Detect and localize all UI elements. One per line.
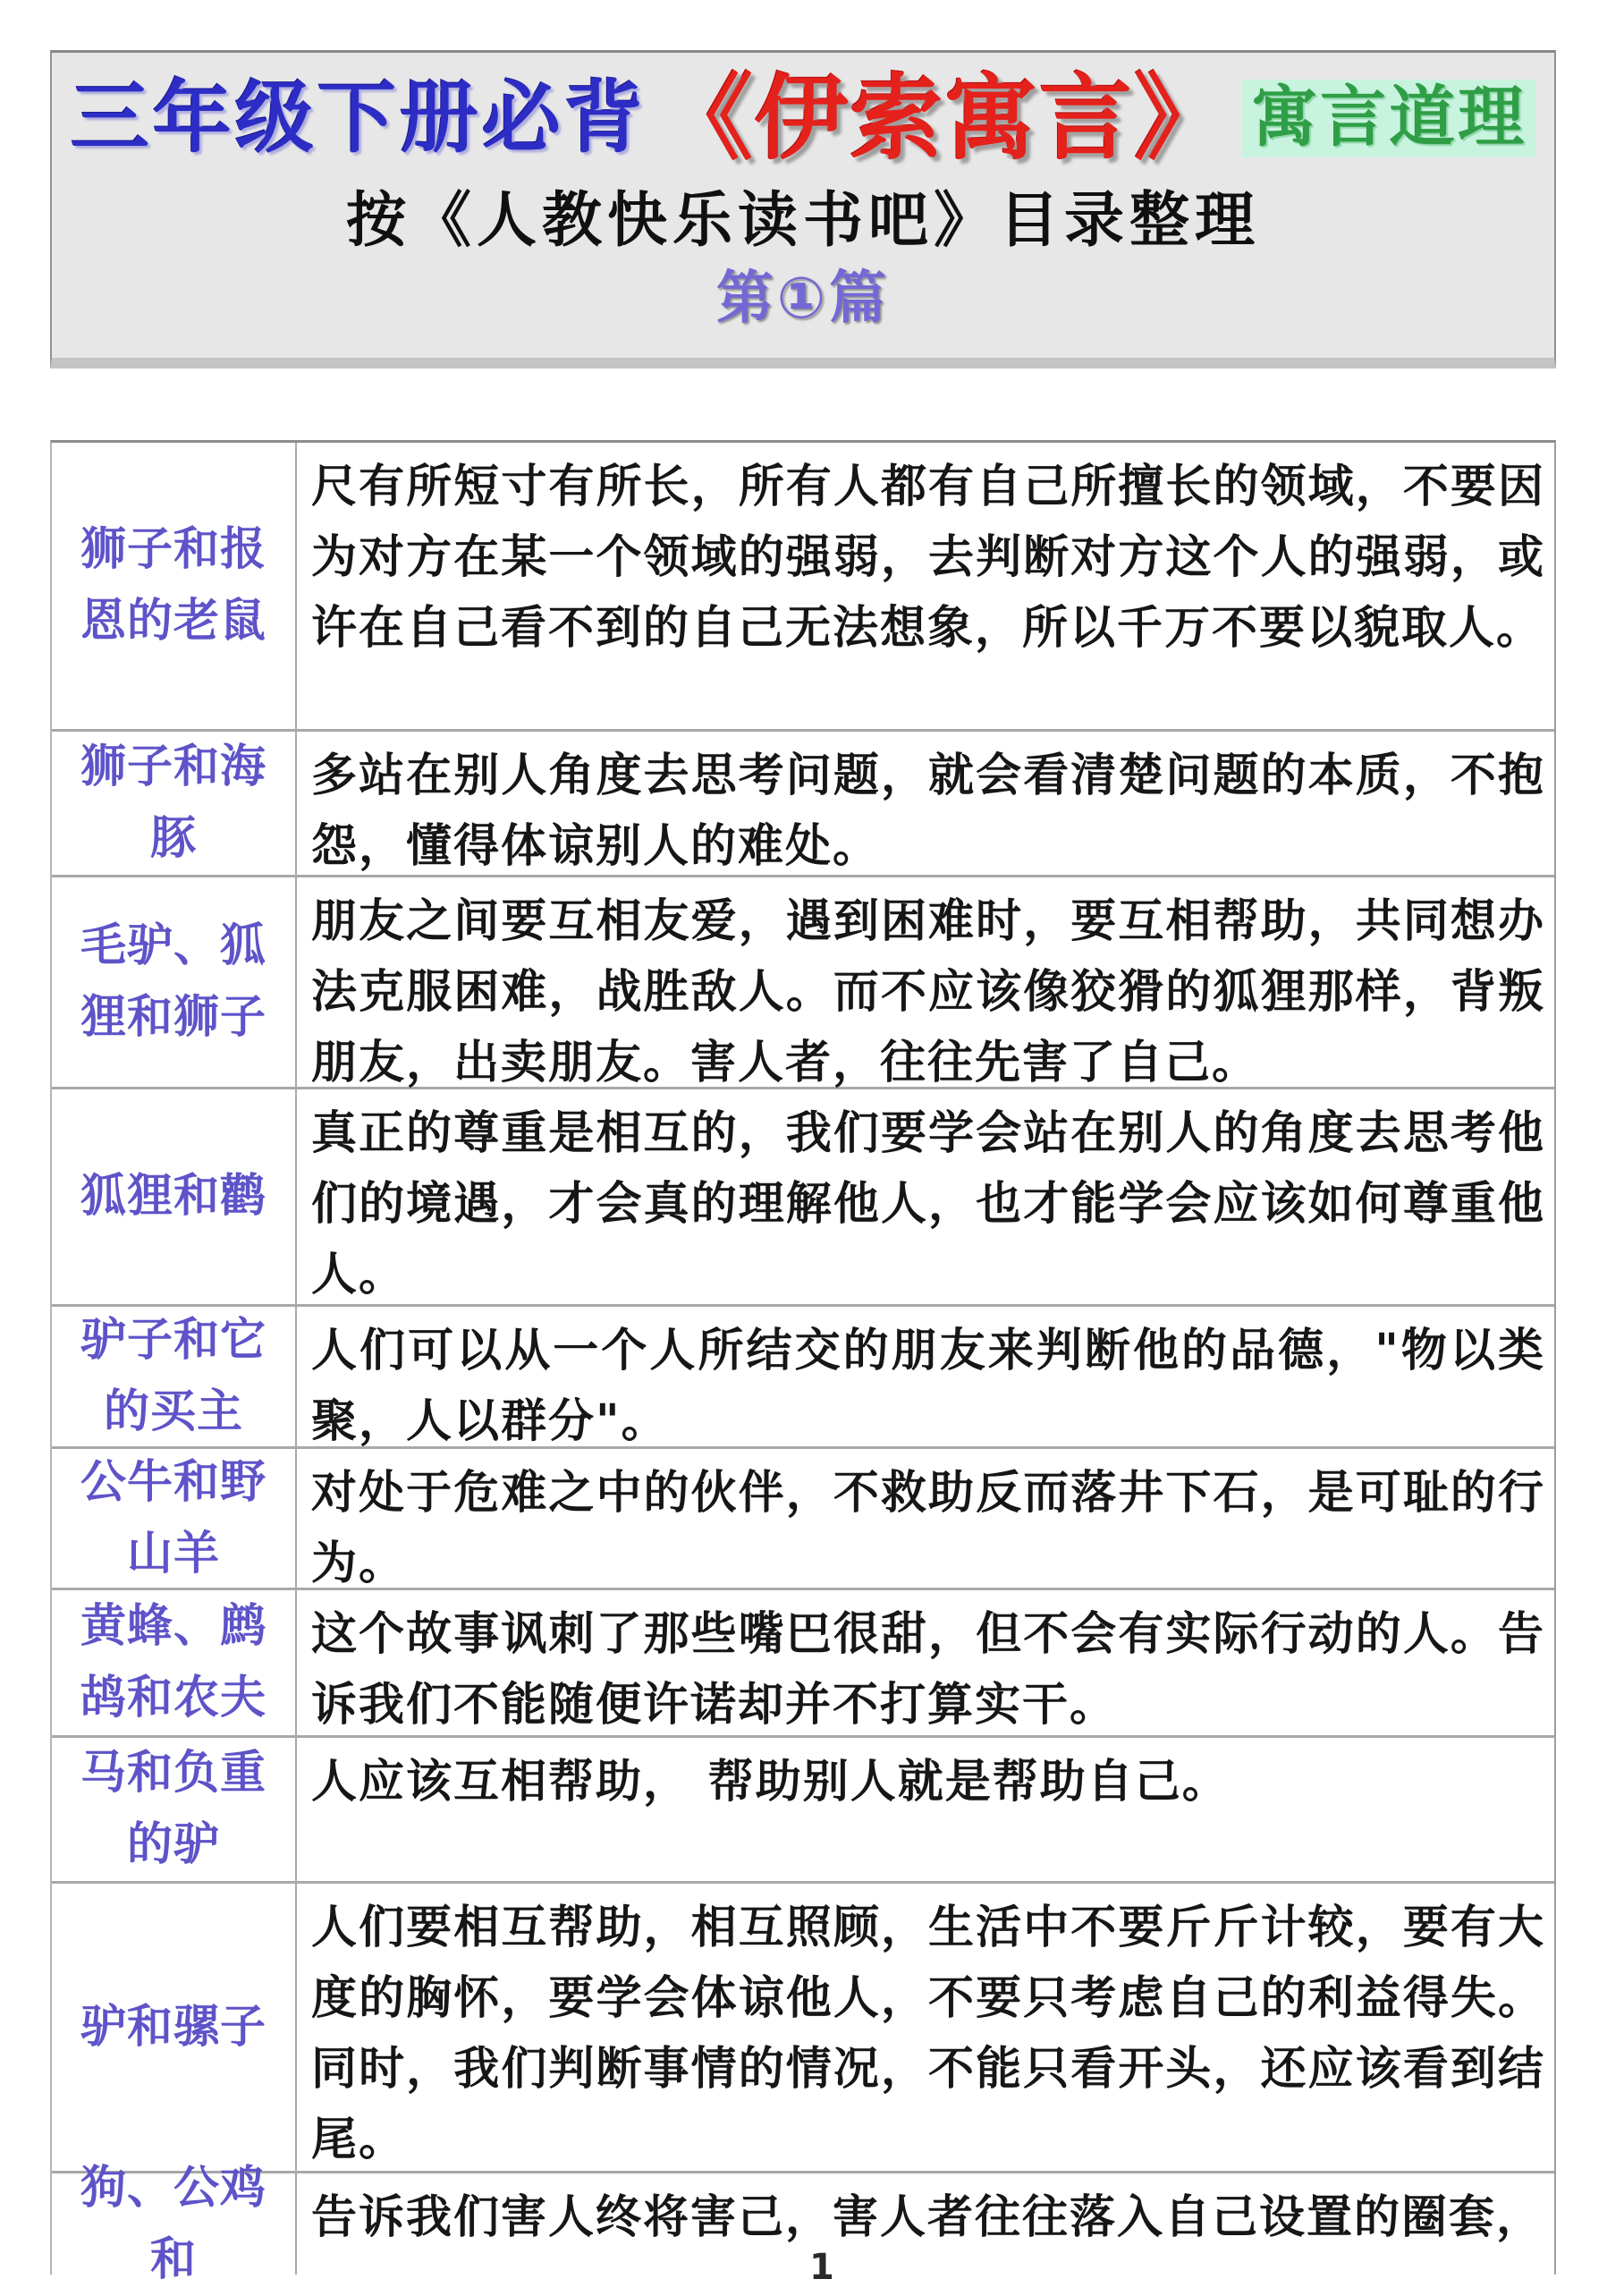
moral-cell — [297, 1738, 1554, 1881]
fable-name: 黄蜂、鹧鸪和农夫 — [80, 1600, 266, 1724]
part-label: 第①篇 — [715, 266, 891, 333]
title-topic-text: 寓言道理 — [1242, 80, 1535, 157]
fable-name: 狮子和报恩的老鼠 — [80, 523, 266, 648]
moral-text: 真正的尊重是相互的，我们要学会站在别人的角度去思考他们的境遇，才会真的理解他人，也才能学会应该如何尊重他人。 — [311, 1107, 1545, 1301]
fable-name-cell — [52, 2161, 297, 2286]
fable-name-cell — [52, 1449, 297, 1588]
fable-name: 驴和骡子 — [80, 2000, 266, 2054]
moral-cell — [297, 732, 1554, 875]
title-book-text: 《伊索寓言》 — [660, 64, 1230, 173]
moral-cell — [297, 1884, 1554, 2171]
table-row — [52, 1307, 1554, 1449]
moral-text: 人应该互相帮助， 帮助别人就是帮助自己。 — [311, 1756, 1230, 1809]
moral-text: 朋友之间要互相友爱，遇到困难时，要互相帮助，共同想办法克服困难，战胜敌人。而不应该像狡猾的狐狸那样，背叛朋友，出卖朋友。害人者，往往先害了自己。 — [311, 895, 1545, 1089]
title-grade-text: 三年级下册必背 — [70, 71, 647, 164]
moral-text: 对处于危难之中的伙伴，不救助反而落井下石，是可耻的行为。 — [311, 1467, 1545, 1590]
table-row — [52, 2161, 1554, 2286]
table-row — [52, 1590, 1554, 1738]
table-row — [52, 877, 1554, 1089]
moral-cell — [297, 2173, 1554, 2275]
moral-cell — [297, 1449, 1554, 1588]
table-row — [52, 1449, 1554, 1590]
fable-name: 驴子和它的买主 — [80, 1314, 266, 1438]
fable-name-cell — [52, 1089, 297, 1304]
fable-name: 狐狸和鹳 — [80, 1170, 266, 1223]
moral-text: 尺有所短寸有所长，所有人都有自己所擅长的领域，不要因为对方在某一个领域的强弱，去判断对方这个人的强弱，或许在自己看不到的自己无法想象，所以千万不要以貌取人。 — [311, 461, 1545, 655]
table-row — [52, 1089, 1554, 1307]
moral-cell — [297, 877, 1554, 1087]
moral-text: 多站在别人角度去思考问题，就会看清楚问题的本质，不抱怨，懂得体谅别人的难处。 — [311, 750, 1545, 873]
fable-name: 公牛和野山羊 — [80, 1455, 266, 1580]
main-title — [52, 64, 1554, 173]
subtitle: 按《人教快乐读书吧》目录整理 — [346, 185, 1260, 256]
fable-name-cell — [52, 443, 297, 729]
moral-cell — [297, 1307, 1554, 1446]
header-box — [50, 50, 1556, 369]
fables-table — [50, 440, 1556, 2286]
fable-name: 马和负重的驴 — [80, 1747, 266, 1871]
table-row — [52, 443, 1554, 732]
fable-name: 毛驴、狐狸和狮子 — [80, 919, 266, 1044]
moral-text: 人们要相互帮助，相互照顾，生活中不要斤斤计较，要有大度的胸怀，要学会体谅他人，不要只考虑自己的利益得失。同时，我们判断事情的情况，不能只看开头，还应该看到结尾。 — [311, 1902, 1545, 2166]
page-number: 1 — [809, 2247, 834, 2288]
moral-cell — [297, 1089, 1554, 1304]
moral-text: 人们可以从一个人所结交的朋友来判断他的品德，"物以类聚，人以群分"。 — [311, 1325, 1545, 1448]
fable-name-cell — [52, 1884, 297, 2171]
fable-name-cell — [52, 1590, 297, 1735]
fable-name-cell — [52, 1307, 297, 1446]
fable-name: 狗、公鸡和 — [80, 2161, 266, 2286]
table-row — [52, 1884, 1554, 2173]
fable-name-cell — [52, 1738, 297, 1881]
moral-cell — [297, 443, 1554, 729]
fable-name-cell — [52, 877, 297, 1087]
table-row — [52, 732, 1554, 877]
fable-name: 狮子和海豚 — [80, 741, 266, 865]
moral-text: 这个故事讽刺了那些嘴巴很甜，但不会有实际行动的人。告诉我们不能随便许诺却并不打算实干。 — [311, 1608, 1545, 1732]
moral-text: 告诉我们害人终将害己，害人者往往落入自己设置的圈套， — [311, 2191, 1544, 2244]
fable-name-cell — [52, 732, 297, 875]
moral-cell — [297, 1590, 1554, 1735]
table-row — [52, 1738, 1554, 1884]
